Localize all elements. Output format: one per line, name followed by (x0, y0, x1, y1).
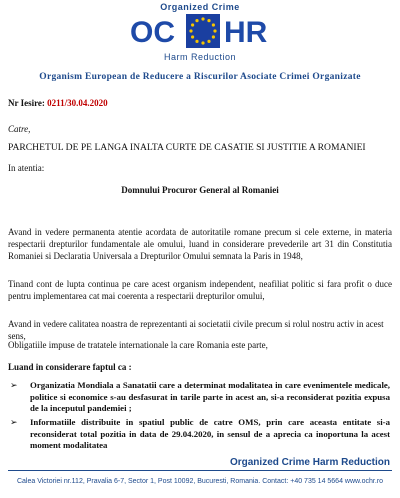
paragraph-3: Avand in vedere calitatea noastra de reprezentanti ai societatii civile precum si rolul nostru activ in acest sens, (8, 319, 384, 341)
paragraph-2: Tinand cont de lupta continua pe care acest organism independent, neafiliat politic si fara profit o duce pentru implementarea cat mai coerenta a respectarii drepturilor omului, (8, 279, 392, 301)
considering-heading: Luand in considerare faptul ca : (8, 362, 132, 372)
list-bullet-icon: ➢ (10, 380, 18, 390)
footer-title: Organized Crime Harm Reduction (229, 457, 390, 468)
eu-flag-icon (186, 14, 220, 48)
logo-oc-letters: OC (130, 16, 175, 49)
organization-name: Organism European de Reducere a Riscurilor Asociate Crimei Organizate (39, 72, 361, 82)
logo-hr-letters: HR (224, 16, 268, 49)
salutation: Catre, (8, 124, 31, 134)
document-number (8, 97, 392, 109)
paragraph-1: Avand in vedere permanenta atentie acordata de autoritatile romane precum si cele externe, in materia respectarii drepturilor fundamentale ale omului, luand in considerare prevederile art 31 din Constitutia Romaniei si Declaratia Universala a Drepturilor Omului semnata la Paris in 1948, (8, 227, 392, 261)
ochr-logo (120, 2, 280, 66)
addressee: Domnului Procuror General al Romaniei (121, 185, 279, 195)
footer-address: Calea Victoriei nr.112, Pravalia 6-7, Sector 1, Post 10092, Bucuresti, Romania. Contact: +40 735 14 5664 www.ochr.ro (16, 478, 384, 485)
list-bullet-icon: ➢ (10, 417, 18, 427)
list-item-2: Informatiile distribuite in spatiul public de catre OMS, prin care aceasta entitate si-a reconsiderat total pozitia in data de 29.04.2020, in sensul de a aprecia ca inoportuna la acest moment modalitatea (30, 417, 390, 450)
recipient: PARCHETUL DE PE LANGA INALTA CURTE DE CASATIE SI JUSTITIE A ROMANIEI (8, 142, 366, 153)
logo-bottom-text: Harm Reduction (163, 52, 237, 62)
logo-top-text: Organized Crime (160, 2, 240, 12)
document-number-value: 0211/30.04.2020 (47, 98, 108, 108)
paragraph-4: Obligatiile impuse de tratatele internationale la care Romania este parte, (8, 340, 268, 350)
footer-divider (8, 470, 392, 471)
list-item-1: Organizatia Mondiala a Sanatatii care a determinat modalitatea in care evenimentele medicale, politice si economice s-au desfasurat in tarile parte in acest an, si-a reconsiderat pozitia expusa de la inceputul pandemiei ; (30, 380, 390, 413)
document-number-label: Nr Iesire: (8, 98, 45, 108)
attention-label: In atentia: (8, 163, 45, 173)
